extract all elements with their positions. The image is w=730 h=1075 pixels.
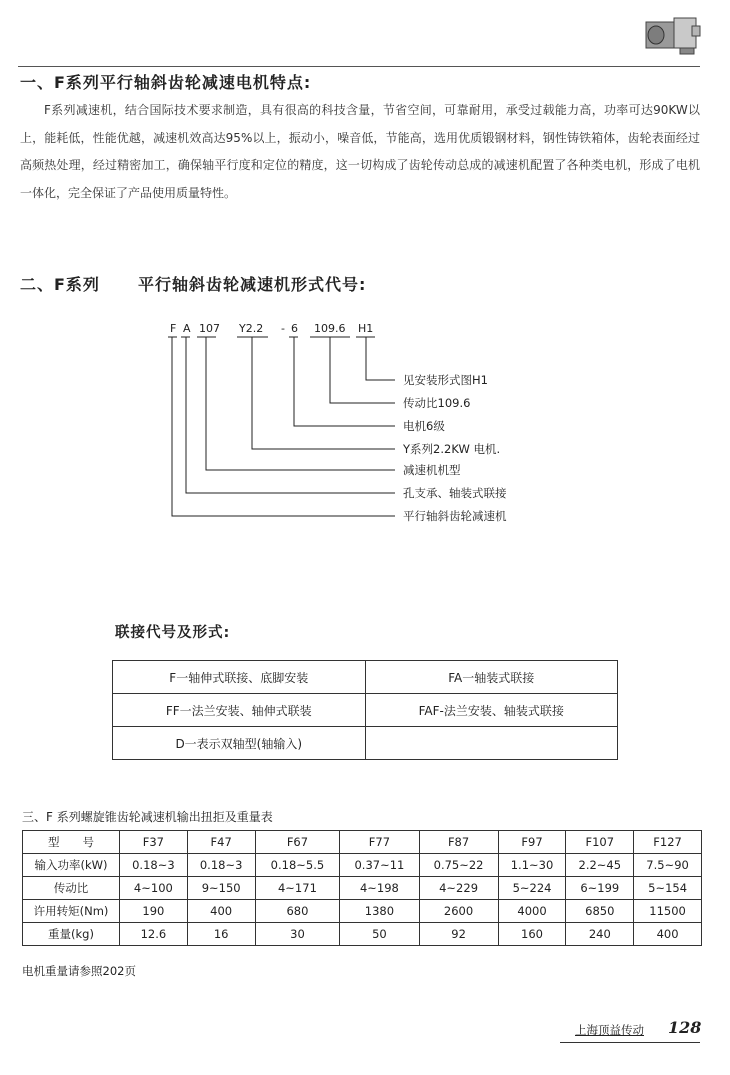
table-cell: 0.37~11 bbox=[340, 854, 419, 877]
table-cell: 190 bbox=[120, 900, 188, 923]
spec-heading: 三、F 系列螺旋锥齿轮减速机输出扭拒及重量表 bbox=[22, 810, 273, 824]
table-cell: 2.2~45 bbox=[566, 854, 634, 877]
code-part-dash: - bbox=[281, 322, 285, 335]
table-cell: 1.1~30 bbox=[498, 854, 566, 877]
table-cell: 许用转矩(Nm) bbox=[23, 900, 120, 923]
table-row bbox=[113, 727, 618, 760]
table-cell: 4000 bbox=[498, 900, 566, 923]
table-header-cell: F77 bbox=[340, 831, 419, 854]
code-explain-mounting: 见安装形式图H1 bbox=[403, 373, 488, 387]
table-row bbox=[23, 854, 702, 877]
table-header-cell: F87 bbox=[419, 831, 498, 854]
code-explain-motor: Y系列2.2KW 电机. bbox=[403, 442, 501, 456]
table-cell: 2600 bbox=[419, 900, 498, 923]
table-cell: 92 bbox=[419, 923, 498, 946]
connection-table bbox=[112, 660, 618, 760]
table-cell: 11500 bbox=[634, 900, 702, 923]
table-cell: 12.6 bbox=[120, 923, 188, 946]
table-cell: 传动比 bbox=[23, 877, 120, 900]
code-explain-size: 减速机机型 bbox=[403, 463, 461, 477]
table-cell: 4~171 bbox=[255, 877, 340, 900]
table-cell: 6850 bbox=[566, 900, 634, 923]
code-part-poles: 6 bbox=[291, 322, 298, 335]
connection-heading: 联接代号及形式: bbox=[115, 625, 231, 641]
footer-rule bbox=[560, 1042, 700, 1043]
section1-heading: 一、F系列平行轴斜齿轮减速电机特点: bbox=[20, 73, 312, 92]
table-header-cell: F97 bbox=[498, 831, 566, 854]
table-cell: 7.5~90 bbox=[634, 854, 702, 877]
section2-heading-suffix: 平行轴斜齿轮减速机形式代号: bbox=[138, 275, 367, 294]
table-cell: 160 bbox=[498, 923, 566, 946]
table-cell: 4~100 bbox=[120, 877, 188, 900]
table-cell: 680 bbox=[255, 900, 340, 923]
table-row bbox=[23, 923, 702, 946]
spec-note: 电机重量请参照202页 bbox=[22, 964, 136, 978]
code-explain-connection: 孔支承、轴装式联接 bbox=[403, 486, 507, 500]
table-cell: D一表示双轴型(轴输入) bbox=[113, 727, 366, 760]
table-cell: 输入功率(kW) bbox=[23, 854, 120, 877]
table-cell: F一轴伸式联接、底脚安装 bbox=[113, 661, 366, 694]
table-cell: 240 bbox=[566, 923, 634, 946]
page-number: 128 bbox=[668, 1018, 702, 1037]
footer-brand: 上海顶益传动 bbox=[575, 1023, 644, 1037]
code-part-size: 107 bbox=[199, 322, 220, 335]
table-cell: 4~229 bbox=[419, 877, 498, 900]
section2-heading-prefix: 二、F系列 bbox=[20, 275, 100, 294]
table-header-cell: F107 bbox=[566, 831, 634, 854]
table-cell: 6~199 bbox=[566, 877, 634, 900]
code-part-ratio: 109.6 bbox=[314, 322, 346, 335]
table-cell bbox=[365, 727, 618, 760]
code-explain-poles: 电机6级 bbox=[403, 419, 445, 433]
table-header-cell: F127 bbox=[634, 831, 702, 854]
table-cell: FAF-法兰安装、轴装式联接 bbox=[365, 694, 618, 727]
table-cell: 9~150 bbox=[187, 877, 255, 900]
spec-table bbox=[22, 830, 702, 946]
code-part-f: F bbox=[170, 322, 177, 335]
code-part-a: A bbox=[183, 322, 191, 335]
table-cell: 400 bbox=[187, 900, 255, 923]
table-cell: 0.18~3 bbox=[187, 854, 255, 877]
table-cell: 重量(kg) bbox=[23, 923, 120, 946]
code-part-motor: Y2.2 bbox=[239, 322, 264, 335]
table-cell: 0.75~22 bbox=[419, 854, 498, 877]
code-part-mounting: H1 bbox=[358, 322, 374, 335]
code-explain-series: 平行轴斜齿轮减速机 bbox=[403, 509, 507, 523]
table-cell: FF一法兰安装、轴伸式联装 bbox=[113, 694, 366, 727]
table-cell: 4~198 bbox=[340, 877, 419, 900]
table-cell: FA一轴装式联接 bbox=[365, 661, 618, 694]
table-header-row bbox=[23, 831, 702, 854]
table-row bbox=[23, 877, 702, 900]
table-header-cell: F37 bbox=[120, 831, 188, 854]
table-cell: 0.18~5.5 bbox=[255, 854, 340, 877]
table-row bbox=[113, 661, 618, 694]
table-cell: 0.18~3 bbox=[120, 854, 188, 877]
table-cell: 5~224 bbox=[498, 877, 566, 900]
table-cell: 5~154 bbox=[634, 877, 702, 900]
code-explain-ratio: 传动比109.6 bbox=[403, 396, 471, 410]
table-cell: 400 bbox=[634, 923, 702, 946]
table-cell: 50 bbox=[340, 923, 419, 946]
table-header-cell: F67 bbox=[255, 831, 340, 854]
table-row bbox=[113, 694, 618, 727]
table-cell: 30 bbox=[255, 923, 340, 946]
table-row bbox=[23, 900, 702, 923]
table-header-cell: F47 bbox=[187, 831, 255, 854]
table-header-cell: 型 号 bbox=[23, 831, 120, 854]
table-cell: 16 bbox=[187, 923, 255, 946]
table-cell: 1380 bbox=[340, 900, 419, 923]
section1-paragraph-text: F系列减速机，结合国际技术要求制造，具有很高的科技含量，节省空间，可靠耐用，承受过载能力高，功率可达90KW以上，能耗低，性能优越，减速机效高达95%以上，振动小，噪音低，节能高，选用优质锻钢材料，钢性铸铁箱体，齿轮表面经过高频热处理，经过精密加工，确保轴平行度和定位的精度，这一切构成了齿轮传动总成的减速机配置了各种类电机，形成了电机一体化，完全保证了产品使用质量特性。 bbox=[20, 103, 700, 200]
